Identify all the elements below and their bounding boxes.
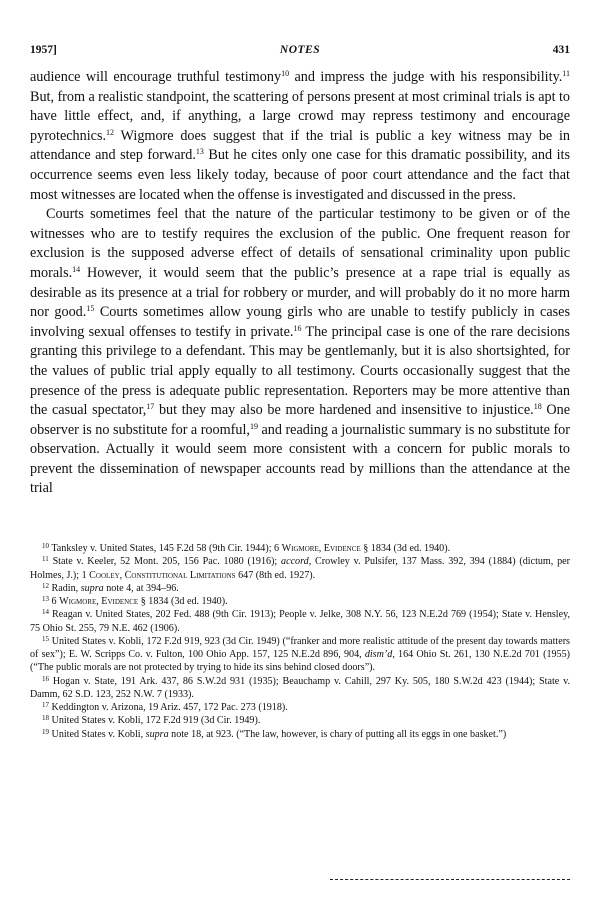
small-caps-text: Wigmore, Evidence — [281, 543, 361, 554]
text-run: 6 — [51, 596, 60, 607]
footnote-number: 19 — [42, 727, 49, 736]
footnote-number: 10 — [42, 542, 49, 550]
text-run: United States v. Kobli, — [51, 728, 146, 740]
footnote-number: 13 — [42, 595, 49, 603]
footnote — [30, 595, 570, 608]
text-run: Radin, — [51, 582, 81, 594]
footnote-number: 11 — [42, 555, 49, 564]
italic-text: supra — [145, 728, 169, 740]
header-section-title: NOTES — [279, 44, 321, 56]
footnote — [30, 675, 570, 702]
footnote-ref: 11 — [562, 69, 570, 78]
footnote-number: 18 — [42, 714, 49, 723]
footnote-ref: 16 — [293, 323, 302, 333]
text-run: Reagan v. United States, 202 Fed. 488 (9th Cir. 1913); People v. Jelke, 308 N.Y. 56, 123 N.E.2d 769 (1954); State v. Hensley, 75 Ohio St. 255, 79 N.E. 462 (1906). — [30, 609, 570, 634]
text-run: But, from a realistic standpoint, the scattering of persons present at most criminal trials is apt to have little effect, and, if anything, a large crowd may repress testimony and encourage pyrotechnics. — [30, 88, 570, 144]
running-header — [30, 44, 570, 60]
footnote-ref: 10 — [281, 69, 290, 78]
body-paragraph — [30, 205, 570, 499]
text-run: § 1834 (3d ed. 1940). — [138, 596, 228, 607]
body-text — [30, 68, 570, 499]
footnote-number: 16 — [42, 674, 49, 683]
text-run: But he cites only one case for this dramatic possibility, and its occurrence seems even less likely today, because of poor court attendance and the fact that most witnesses are located when the offense is investigated and discussed in the press. — [30, 147, 570, 203]
footnote-ref: 17 — [146, 402, 155, 412]
text-run: Keddington v. Arizona, 19 Ariz. 457, 172 Pac. 273 (1918). — [51, 702, 288, 713]
small-caps-text: Wigmore, Evidence — [59, 596, 139, 607]
footnote-number: 12 — [42, 581, 49, 590]
footnote-ref: 19 — [249, 421, 258, 431]
text-run: but they may also be more hardened and insensitive to injustice. — [154, 402, 534, 419]
footnote — [30, 608, 570, 635]
footnote — [30, 582, 570, 595]
text-run: Tanksley v. United States, 145 F.2d 58 (9th Cir. 1944); 6 — [51, 543, 282, 554]
text-run: 647 (8th ed. 1927). — [235, 569, 316, 581]
text-run: One observer is no substitute for a roomful, — [30, 402, 570, 438]
text-run: However, it would seem that the public’s presence at a rape trial is equally as desirable as its presence at a trial for robbery or murder, and will probably do it no more harm nor good. — [30, 264, 570, 321]
text-run: Wigmore does suggest that if the trial is public a key witness may be in attendance and step forward. — [30, 127, 570, 164]
text-run: The principal case is one of the rare decisions granting this privilege to a defendant. This may be gentlemanly, but it is also shortsighted, for the values of public trial apply equally to all testimony. Courts occasionally suggest that the presence of the press is adequate public representation. Reporters may be more attentive than the casual spectator, — [30, 323, 570, 419]
text-run: State v. Keeler, 52 Mont. 205, 156 Pac. 1080 (1916); — [52, 556, 282, 568]
text-run: Courts sometimes allow young girls who are unable to testify publicly in cases involving sexual offenses to testify in private. — [30, 304, 570, 340]
footnote-number: 14 — [42, 608, 49, 617]
italic-text: supra — [80, 582, 104, 594]
text-run: note 4, at 394–96. — [103, 582, 179, 594]
text-run: note 18, at 923. (“The law, however, is chary of putting all its eggs in one basket.”) — [168, 728, 507, 740]
footnote — [30, 714, 570, 727]
page-number: 431 — [552, 44, 570, 56]
italic-text: accord — [281, 556, 309, 568]
footnote — [30, 555, 570, 582]
text-run: , Crowley v. Pulsifer, 137 Mass. 392, 394 (1884) (dictum, per Holmes, J.); 1 — [30, 556, 570, 581]
text-run: § 1834 (3d ed. 1940). — [360, 543, 451, 554]
text-run: Hogan v. State, 191 Ark. 437, 86 S.W.2d 931 (1935); Beauchamp v. Cahill, 297 Ky. 505, 180 S.W.2d 423 (1944); State v. Damm, 62 S.D. 123, 252 N.W. 7 (1933). — [30, 675, 570, 700]
text-run: , 164 Ohio St. 261, 130 N.E.2d 701 (1955) (“The public morals are not protected by trying to hide its sins behind closed doors”). — [30, 649, 570, 674]
footnote-number: 15 — [42, 634, 49, 643]
footnote — [30, 701, 570, 714]
footnote-number: 17 — [42, 701, 49, 709]
page-bottom-rule — [330, 879, 570, 880]
text-run: and reading a journalistic summary is no substitute for observation. Actually it would seem more consistent with a concern for public morals to prevent the dissemination of newspaper accounts read by millions than the attendance at the trial — [30, 421, 570, 497]
text-run: Courts sometimes feel that the nature of the particular testimony to be given or of the witnesses who are to testify requires the exclusion of the public. One frequent reason for exclusion is the supposed adverse effect of details of sensational criminality upon public morals. — [30, 206, 570, 281]
footnotes — [30, 542, 570, 741]
footnote-ref: 12 — [106, 127, 115, 137]
text-run: audience will encourage truthful testimony — [30, 69, 282, 85]
footnote-ref: 18 — [533, 402, 542, 412]
footnote — [30, 542, 570, 555]
text-run: United States v. Kobli, 172 F.2d 919, 923 (3d Cir. 1949) (“franker and more realistic attitude of the present day towards matters of sex”); E. W. Scripps Co. v. Fulton, 100 Ohio App. 157, 125 N.E.2d 896, 904, — [30, 635, 570, 660]
body-paragraph — [30, 68, 570, 205]
text-run: and impress the judge with his responsibility. — [289, 69, 563, 85]
footnote — [30, 728, 570, 741]
footnote-ref: 14 — [72, 264, 81, 274]
text-run: United States v. Kobli, 172 F.2d 919 (3d Cir. 1949). — [51, 715, 261, 727]
small-caps-text: Cooley, Constitutional Limitations — [89, 569, 236, 581]
footnote — [30, 635, 570, 675]
header-year: 1957] — [30, 44, 57, 56]
footnote-ref: 13 — [195, 147, 204, 157]
footnote-ref: 15 — [86, 304, 95, 314]
italic-text: dism’d — [364, 649, 393, 660]
